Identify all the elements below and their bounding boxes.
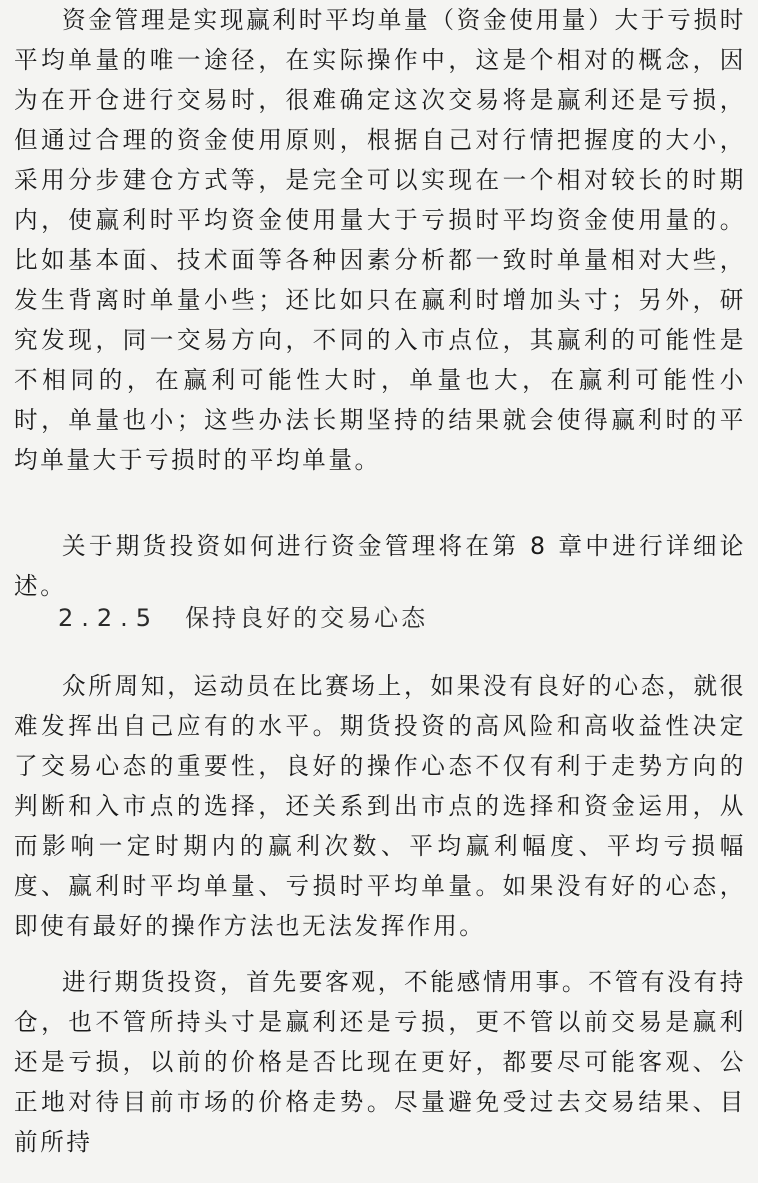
body-paragraph: 进行期货投资，首先要客观，不能感情用事。不管有没有持仓，也不管所持头寸是赢利还是亏损，更不管以前交易是赢利还是亏损，以前的价格是否比现在更好，都要尽可能客观、公正地对待目前市场的价格走势。尽量避免受过去交易结果、目前所持: [14, 968, 746, 1156]
section-heading: [58, 598, 428, 638]
section-number: 2.2.5: [58, 604, 160, 632]
section-title: 保持良好的交易心态: [185, 604, 429, 632]
body-paragraph: 众所周知，运动员在比赛场上，如果没有良好的心态，就很难发挥出自己应有的水平。期货投资的高风险和高收益性决定了交易心态的重要性，良好的操作心态不仅有利于走势方向的判断和入市点的选择，还关系到出市点的选择和资金运用，从而影响一定时期内的赢利次数、平均赢利幅度、平均亏损幅度、赢利时平均单量、亏损时平均单量。如果没有好的心态，即使有最好的操作方法也无法发挥作用。: [14, 672, 746, 940]
body-paragraph: 关于期货投资如何进行资金管理将在第 8 章中进行详细论述。: [14, 532, 746, 600]
body-paragraph: 资金管理是实现赢利时平均单量（资金使用量）大于亏损时平均单量的唯一途径，在实际操作中，这是个相对的概念，因为在开仓进行交易时，很难确定这次交易将是赢利还是亏损，但通过合理的资金使用原则，根据自己对行情把握度的大小，采用分步建仓方式等，是完全可以实现在一个相对较长的时期内，使赢利时平均资金使用量大于亏损时平均资金使用量的。比如基本面、技术面等各种因素分析都一致时单量相对大些，发生背离时单量小些；还比如只在赢利时增加头寸；另外，研究发现，同一交易方向，不同的入市点位，其赢利的可能性是不相同的，在赢利可能性大时，单量也大，在赢利可能性小时，单量也小；这些办法长期坚持的结果就会使得赢利时的平均单量大于亏损时的平均单量。: [14, 6, 746, 474]
